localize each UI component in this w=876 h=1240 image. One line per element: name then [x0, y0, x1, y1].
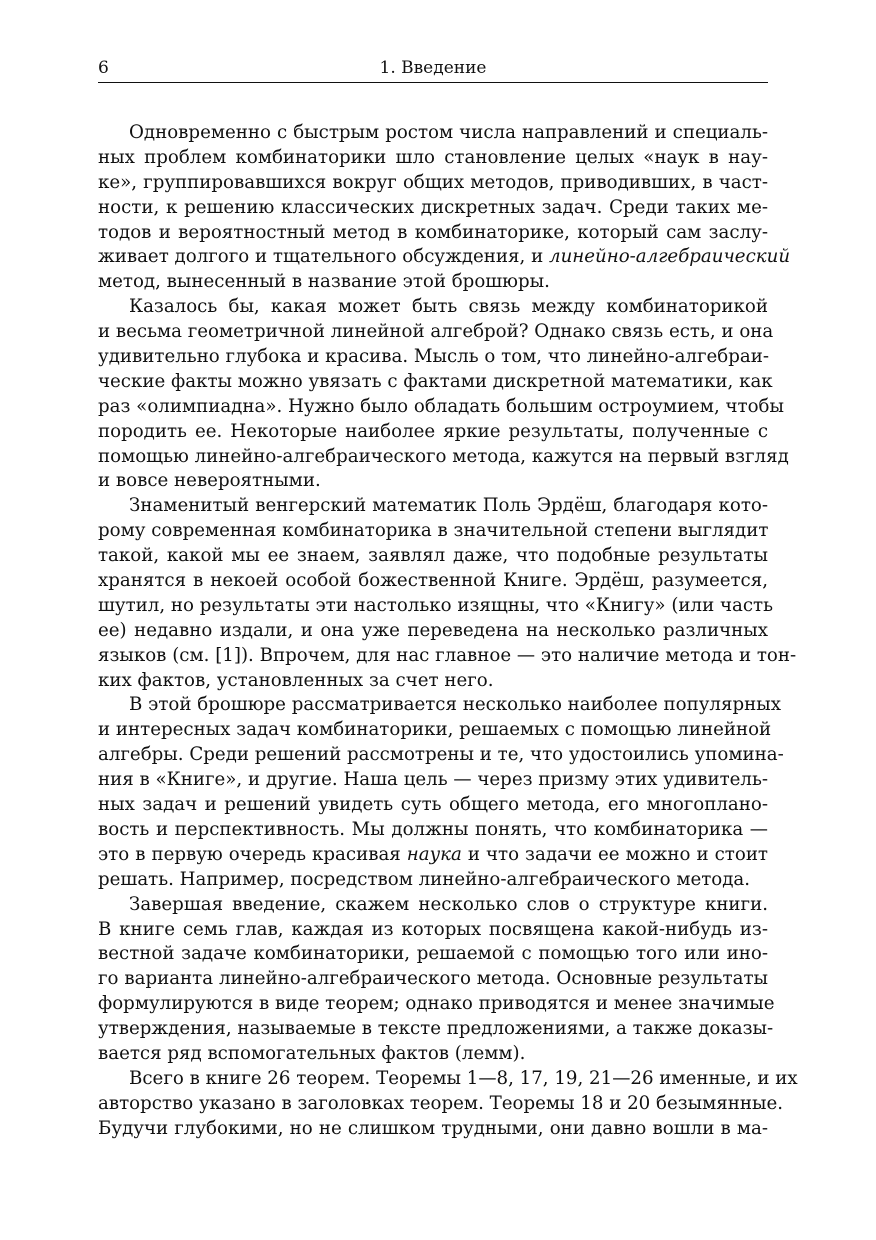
text-run: живает долгого и тщательного обсуждения, и — [98, 246, 549, 268]
text-line: ких фактов, установленных за счет него. — [98, 669, 494, 691]
text-line: формулируются в виде теорем; однако приводятся и менее значимые — [98, 993, 775, 1015]
text-line: рому современная комбинаторика в значительной степени выглядит — [98, 520, 769, 542]
text-line: ния в «Книге», и другие. Наша цель — через призму этих удивитель- — [98, 769, 768, 791]
paragraph — [98, 494, 797, 693]
text-line: и интересных задач комбинаторики, решаемых с помощью линейной — [98, 719, 772, 741]
text-line: хранятся в некоей особой божественной Книге. Эрдёш, разумеется, — [98, 570, 768, 592]
text-line: метод, вынесенный в название этой брошюры. — [98, 271, 550, 293]
text-run: и что задачи ее можно и стоит — [461, 843, 768, 865]
text-line: шутил, но результаты эти настолько изящны, что «Книгу» (или часть — [98, 594, 774, 616]
paragraph — [98, 693, 784, 892]
text-line: Всего в книге 26 теорем. Теоремы 1—8, 17, 19, 21—26 именные, и их — [129, 1067, 798, 1089]
text-line: Завершая введение, скажем несколько слов о структуре книги. — [129, 893, 768, 915]
text-line: В книге семь глав, каждая из которых посвящена какой-нибудь из- — [98, 918, 768, 940]
text-line: решать. Например, посредством линейно-алгебраического метода. — [98, 868, 751, 890]
body-text — [98, 121, 798, 1142]
text-line: утверждения, называемые в тексте предложениями, а также доказы- — [98, 1018, 774, 1040]
text-line: алгебры. Среди решений рассмотрены и те, что удостоились упомина- — [98, 744, 784, 766]
text-line: Казалось бы, какая может быть связь между комбинаторикой — [129, 296, 768, 318]
text-line: Будучи глубокими, но не слишком трудными, они давно вошли в ма- — [98, 1117, 768, 1139]
paragraph — [98, 893, 775, 1067]
text-line — [98, 245, 791, 270]
running-head — [98, 56, 768, 83]
paragraph — [98, 121, 791, 295]
text-line: породить ее. Некоторые наиболее яркие результаты, полученные с — [98, 420, 768, 442]
text-line: ее) недавно издали, и она уже переведена на несколько различных — [98, 619, 768, 641]
text-line: вестной задаче комбинаторики, решаемой с помощью того или ино- — [98, 943, 768, 965]
text-line: помощью линейно-алгебраического метода, кажутся на первый взгляд — [98, 445, 789, 467]
text-line: вость и перспективность. Мы должны понять, что комбинаторика — — [98, 818, 768, 840]
text-line: ных проблем комбинаторики шло становление целых «наук в нау- — [98, 146, 768, 168]
text-line: ности, к решению классических дискретных задач. Среди таких ме- — [98, 196, 768, 218]
text-line: вается ряд вспомогательных фактов (лемм). — [98, 1042, 526, 1064]
chapter-title: 1. Введение — [379, 58, 487, 78]
text-line: удивительно глубока и красива. Мысль о том, что линейно-алгебраи- — [98, 346, 769, 368]
page-number: 6 — [98, 58, 109, 78]
text-line: ческие факты можно увязать с фактами дискретной математики, как — [98, 370, 773, 392]
text-line: Знаменитый венгерский математик Поль Эрдёш, благодаря кото- — [129, 495, 768, 517]
text-line: ке», группировавшихся вокруг общих методов, приводивших, в част- — [98, 171, 768, 193]
text-run: это в первую очередь красивая — [98, 843, 407, 865]
text-line: языков (см. [1]). Впрочем, для нас главное — это наличие метода и тон- — [98, 644, 797, 666]
paragraph — [98, 1067, 798, 1142]
text-line: тодов и вероятностный метод в комбинаторике, который сам заслу- — [98, 221, 768, 243]
paragraph — [98, 295, 789, 494]
emphasis: линейно-алгебраический — [548, 246, 791, 268]
text-line: Одновременно с быстрым ростом числа направлений и специаль- — [129, 122, 768, 143]
text-line: авторство указано в заголовках теорем. Теоремы 18 и 20 безымянные. — [98, 1092, 784, 1114]
text-line: ных задач и решений увидеть суть общего метода, его многоплано- — [98, 794, 768, 816]
text-line: раз «олимпиадна». Нужно было обладать большим остроумием, чтобы — [98, 395, 784, 417]
text-line — [98, 843, 768, 868]
text-line: такой, какой мы ее знаем, заявлял даже, что подобные результаты — [98, 545, 768, 567]
text-line: го варианта линейно-алгебраического метода. Основные результаты — [98, 968, 768, 990]
text-line: и вовсе невероятными. — [98, 470, 321, 492]
emphasis: наука — [406, 843, 462, 865]
text-line: и весьма геометричной линейной алгеброй? Однако связь есть, и она — [98, 321, 774, 343]
text-line: В этой брошюре рассматривается несколько наиболее популярных — [129, 694, 781, 716]
